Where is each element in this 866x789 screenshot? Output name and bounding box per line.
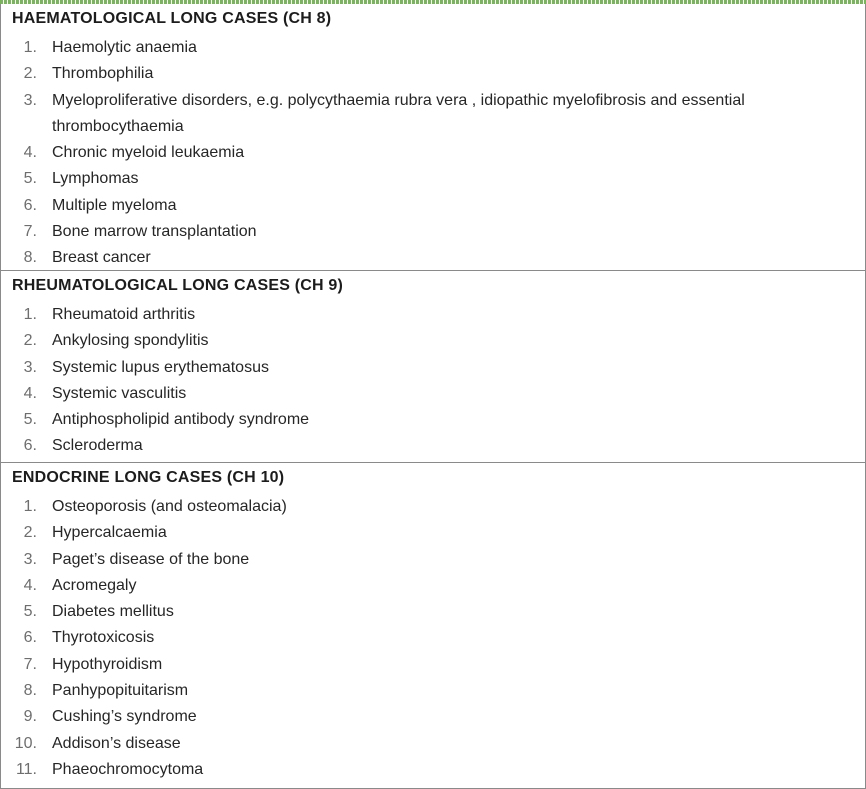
section-title: ENDOCRINE LONG CASES (CH 10) bbox=[12, 469, 285, 486]
section-endocrine bbox=[1, 462, 865, 789]
list-item bbox=[1, 547, 865, 573]
item-number: 10. bbox=[14, 734, 37, 752]
long-cases-table bbox=[0, 4, 866, 789]
item-text: Osteoporosis (and osteomalacia) bbox=[52, 498, 287, 515]
item-text: Thyrotoxicosis bbox=[52, 629, 155, 647]
item-number: 9. bbox=[23, 708, 37, 726]
list-item bbox=[1, 193, 865, 219]
item-text: Bone marrow transplantation bbox=[52, 223, 257, 241]
item-text: Antiphospholipid antibody syndrome bbox=[52, 411, 310, 429]
item-number: 4. bbox=[23, 576, 37, 594]
list-item bbox=[1, 381, 865, 407]
list-item bbox=[1, 731, 865, 757]
item-number: 3. bbox=[23, 358, 37, 376]
item-text: Haemolytic anaemia bbox=[52, 39, 197, 56]
item-number: 6. bbox=[23, 437, 37, 455]
case-list bbox=[1, 302, 865, 460]
list-item bbox=[1, 652, 865, 678]
item-text: Panhypopituitarism bbox=[52, 682, 189, 700]
item-text: Systemic lupus erythematosus bbox=[52, 358, 269, 376]
section-rheumatological bbox=[1, 270, 865, 462]
item-text: Breast cancer bbox=[52, 249, 151, 267]
item-text: Thrombophilia bbox=[52, 65, 154, 83]
item-number: 2. bbox=[23, 524, 37, 542]
item-number: 3. bbox=[23, 550, 37, 568]
list-item bbox=[1, 678, 865, 704]
item-text: Scleroderma bbox=[52, 437, 143, 455]
item-number: 1. bbox=[23, 39, 37, 56]
item-text: Addison’s disease bbox=[52, 734, 181, 752]
item-number: 6. bbox=[23, 196, 37, 214]
item-text: Hypothyroidism bbox=[52, 655, 163, 673]
item-number: 7. bbox=[23, 223, 37, 241]
item-number: 1. bbox=[23, 498, 37, 515]
item-number: 2. bbox=[23, 332, 37, 350]
list-item bbox=[1, 166, 865, 192]
list-item bbox=[1, 219, 865, 245]
list-item bbox=[1, 140, 865, 166]
item-number: 8. bbox=[23, 249, 37, 267]
list-item bbox=[1, 61, 865, 87]
list-item bbox=[1, 520, 865, 546]
item-text: Multiple myeloma bbox=[52, 196, 177, 214]
list-item bbox=[1, 302, 865, 328]
section-title: RHEUMATOLOGICAL LONG CASES (CH 9) bbox=[12, 277, 344, 294]
item-number: 2. bbox=[23, 65, 37, 83]
item-text: Cushing’s syndrome bbox=[52, 708, 197, 726]
item-number: 4. bbox=[23, 384, 37, 402]
item-text: Acromegaly bbox=[52, 576, 137, 594]
item-number: 7. bbox=[23, 655, 37, 673]
item-text: Phaeochromocytoma bbox=[52, 760, 204, 778]
list-item bbox=[1, 625, 865, 651]
item-number: 5. bbox=[23, 603, 37, 621]
item-text: Rheumatoid arthritis bbox=[52, 306, 196, 323]
list-item bbox=[1, 573, 865, 599]
item-number: 1. bbox=[23, 306, 37, 323]
item-number: 3. bbox=[23, 91, 37, 109]
list-item bbox=[1, 704, 865, 730]
list-item bbox=[1, 757, 865, 783]
list-item bbox=[1, 328, 865, 354]
list-item bbox=[1, 35, 865, 61]
item-text: Hypercalcaemia bbox=[52, 524, 167, 542]
list-item bbox=[1, 245, 865, 271]
item-text: Chronic myeloid leukaemia bbox=[52, 144, 245, 162]
case-list bbox=[1, 35, 865, 272]
list-item bbox=[1, 599, 865, 625]
section-haematological bbox=[1, 4, 865, 270]
item-text: Diabetes mellitus bbox=[52, 603, 174, 621]
item-text: Lymphomas bbox=[52, 170, 139, 188]
item-number: 5. bbox=[23, 411, 37, 429]
list-item bbox=[1, 407, 865, 433]
item-number: 5. bbox=[23, 170, 37, 188]
case-list bbox=[1, 494, 865, 783]
item-number: 6. bbox=[23, 629, 37, 647]
item-number: 8. bbox=[23, 682, 37, 700]
item-number: 4. bbox=[23, 144, 37, 162]
list-item bbox=[1, 433, 865, 459]
list-item bbox=[1, 494, 865, 520]
item-text: Myeloproliferative disorders, e.g. polycythaemia rubra vera , idiopathic myelofibrosis and essential thrombocythaemia bbox=[52, 91, 745, 135]
item-number: 11. bbox=[15, 760, 37, 778]
item-text: Systemic vasculitis bbox=[52, 384, 187, 402]
section-title: HAEMATOLOGICAL LONG CASES (CH 8) bbox=[12, 10, 332, 27]
list-item bbox=[1, 355, 865, 381]
list-item bbox=[1, 88, 865, 141]
item-text: Ankylosing spondylitis bbox=[52, 332, 209, 350]
item-text: Paget’s disease of the bone bbox=[52, 550, 250, 568]
